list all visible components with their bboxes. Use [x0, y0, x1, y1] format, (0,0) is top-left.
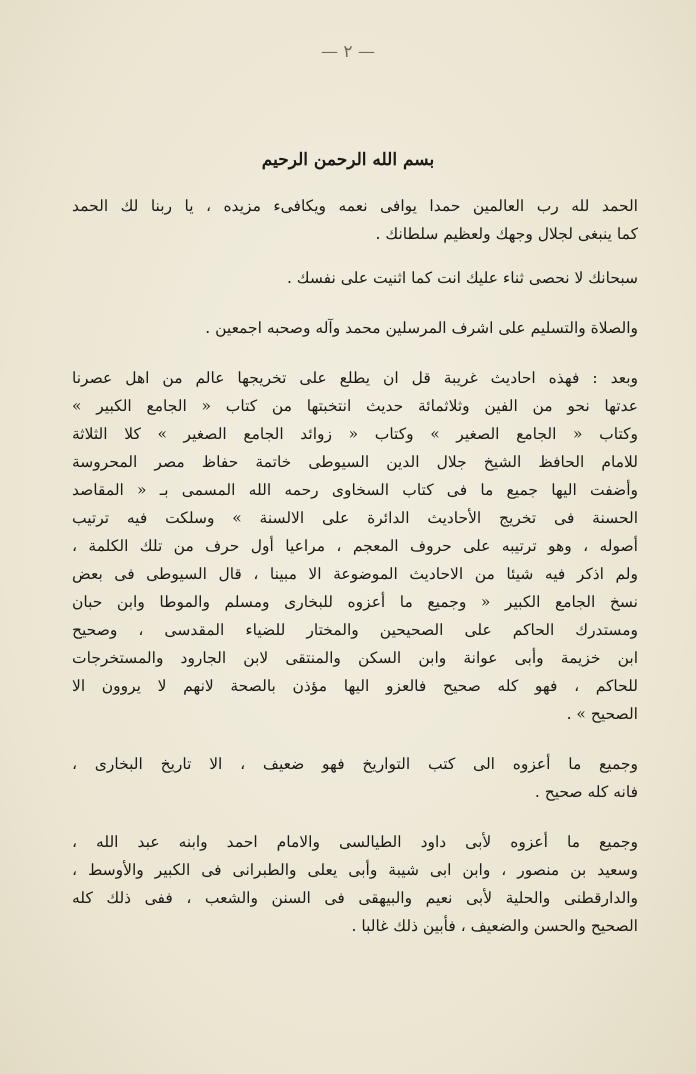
text-line: وبعد : فهذه احاديث غريبة قل ان يطلع على تخريجها عالم من اهل عصرنا [72, 369, 638, 387]
paragraph-gap [72, 728, 638, 750]
text-line: وكتاب « الجامع الصغير » وكتاب « زوائد الجامع الصغير » كلا الثلاثة [72, 425, 638, 443]
text-line: وجميع ما أعزوه الى كتب التواريخ فهو ضعيف ، الا تاريخ البخارى ، [72, 755, 638, 773]
text-line: وجميع ما أعزوه لأبى داود الطيالسى والامام احمد وابنه عبد الله ، [72, 833, 638, 851]
text-line: ولم اذكر فيه شيئا من الاحاديث الموضوعة الا مبينا ، قال السيوطى فى بعض [72, 565, 638, 583]
page-number: — ٢ — [321, 42, 375, 62]
body-text [72, 192, 638, 940]
paragraph [72, 264, 638, 292]
text-line: نسخ الجامع الكبير « وجميع ما أعزوه للبخارى ومسلم والموطا وابن حبان [72, 593, 638, 611]
text-line: والصلاة والتسليم على اشرف المرسلين محمد وآله وصحبه اجمعين . [205, 319, 638, 337]
text-line: للامام الحافظ الشيخ جلال الدين السيوطى خاتمة حفاظ مصر المحروسة [72, 453, 638, 471]
paragraph [72, 750, 638, 806]
text-line: كما ينبغى لجلال وجهك ولعظيم سلطانك . [375, 225, 638, 243]
text-line: الحسنة فى تخريج الأحاديث الدائرة على الالسنة » وسلكت فيه ترتيب [72, 509, 638, 527]
text-line: سبحانك لا نحصى ثناء عليك انت كما اثنيت على نفسك . [286, 269, 638, 287]
paragraph [72, 314, 638, 342]
text-line: للحاكم ، فهو كله صحيح فالعزو اليها مؤذن بالصحة لانهم لا يروون الا [72, 677, 638, 695]
text-line: فانه كله صحيح . [534, 783, 638, 801]
text-line: الصحيح والحسن والضعيف ، فأبين ذلك غالبا . [351, 917, 638, 935]
basmala-heading: بسم الله الرحمن الرحيم [261, 150, 435, 170]
text-line: وأضفت اليها جميع ما فى كتاب السخاوى رحمه الله المسمى بـ « المقاصد [72, 481, 638, 499]
text-line: عدتها نحو من الفين وثلاثمائة حديث انتخبتها من كتاب « الجامع الكبير » [72, 397, 638, 415]
text-line: وسعيد بن منصور ، وابن ابى شيبة وأبى يعلى والطبرانى فى الكبير والأوسط ، [72, 861, 638, 879]
text-line: الحمد لله رب العالمين حمدا يوافى نعمه ويكافىء مزيده ، يا ربنا لك الحمد [72, 197, 638, 215]
paragraph [72, 828, 638, 940]
text-line: ومستدرك الحاكم على الصحيحين والمختار للضياء المقدسى ، وصحيح [72, 621, 638, 639]
text-line: الصحيح » . [566, 705, 638, 723]
text-line: أصوله ، وهو ترتيبه على حروف المعجم ، مراعيا أول حرف من تلك الكلمة ، [72, 537, 638, 555]
text-line: ابن خزيمة وأبى عوانة وابن السكن والمنتقى لابن الجارود والمستخرجات [72, 649, 638, 667]
paragraph [72, 364, 638, 728]
paragraph-gap [72, 292, 638, 314]
paragraph [72, 192, 638, 248]
paragraph-gap [72, 806, 638, 828]
text-line: والدارقطنى والحلية لأبى نعيم والبيهقى فى السنن والشعب ، ففى ذلك كله [72, 889, 638, 907]
paragraph-gap [72, 342, 638, 364]
paragraph-gap [72, 248, 638, 264]
